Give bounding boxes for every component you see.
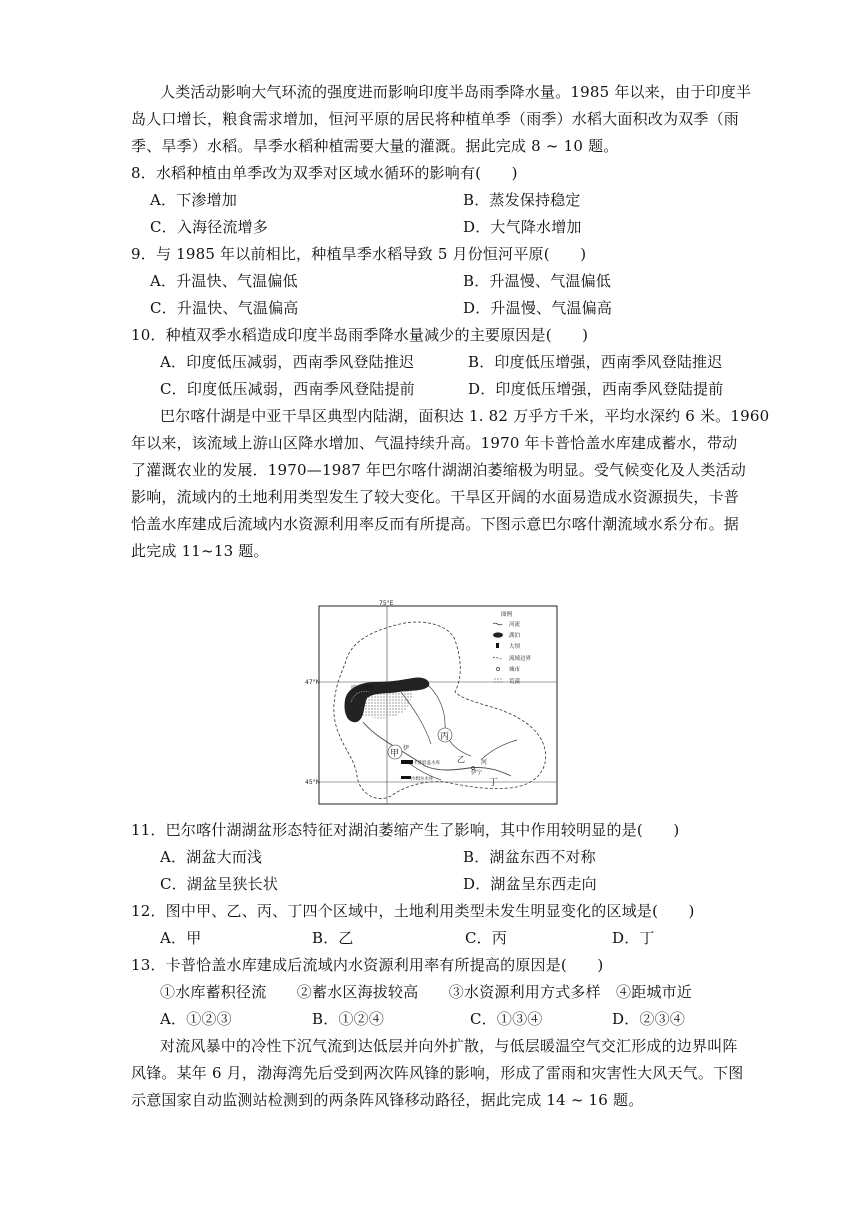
- q11-option-d[interactable]: D．湖盆呈东西走向: [463, 875, 597, 893]
- q12-option-c[interactable]: C．丙: [465, 929, 508, 947]
- q11-option-c[interactable]: C．湖盆呈狭长状: [160, 875, 279, 893]
- region-yi: 乙: [457, 755, 465, 764]
- legend-desert-icon: [493, 677, 503, 683]
- legend-item-city: 城市: [509, 667, 521, 673]
- q13-items: ①水库蓄积径流 ②蓄水区海拔较高 ③水资源利用方式多样 ④距城市近: [160, 983, 693, 1001]
- lat-bottom-label: 45°N: [305, 779, 321, 786]
- q13-stem: 13．卡普恰盖水库建成后流域内水资源利用率有所提高的原因是( ): [131, 956, 604, 974]
- intro2-line-2: 年以来，该流域上游山区降水增加、气温持续升高。1970 年卡普恰盖水库建成蓄水，带动: [131, 434, 738, 452]
- q11-option-a[interactable]: A．湖盆大而浅: [160, 848, 263, 866]
- q9-option-b[interactable]: B．升温慢、气温偏低: [463, 272, 612, 290]
- q9-option-c[interactable]: C．升温快、气温偏高: [150, 299, 299, 317]
- legend-dam-icon: [496, 643, 499, 648]
- q13-option-c[interactable]: C．①③④: [470, 1010, 543, 1028]
- q12-option-b[interactable]: B．乙: [312, 929, 354, 947]
- lake-label: 巴尔喀什: [351, 685, 376, 692]
- q10-option-b[interactable]: B．印度低压增强，西南季风登陆推迟: [468, 353, 723, 371]
- intro1-line-1: 人类活动影响大气环流的强度进而影响印度半岛雨季降水量。1985 年以来，由于印度半: [160, 83, 752, 101]
- q9-option-a[interactable]: A．升温快、气温偏低: [150, 272, 298, 290]
- intro1-line-2: 岛人口增长，粮食需求增加，恒河平原的居民将种植单季（雨季）水稻大面积改为双季（雨: [131, 110, 740, 128]
- q8-option-c[interactable]: C．入海径流增多: [150, 218, 269, 236]
- legend-lake-icon: [493, 632, 503, 637]
- reservoir-label: 卡普恰盖水库: [413, 761, 440, 766]
- balkhash-basin-map: [305, 600, 563, 810]
- lon-label: 75°E: [379, 600, 394, 607]
- river-yi-label: 伊: [403, 745, 410, 752]
- region-ding: 丁: [489, 778, 499, 788]
- q12-option-a[interactable]: A．甲: [160, 929, 202, 947]
- region-bing: 丙: [440, 732, 450, 742]
- q9-stem: 9．与 1985 年以前相比，种植旱季水稻导致 5 月份恒河平原( ): [131, 245, 587, 263]
- q11-stem: 11．巴尔喀什湖湖盆形态特征对湖泊萎缩产生了影响，其中作用较明显的是( ): [131, 821, 680, 839]
- q11-option-b[interactable]: B．湖盆东西不对称: [463, 848, 596, 866]
- legend-item-boundary: 流域边界: [509, 656, 532, 662]
- q12-option-d[interactable]: D．丁: [612, 929, 655, 947]
- dam-icon-2: [401, 776, 411, 779]
- q13-option-a[interactable]: A．①②③: [160, 1010, 232, 1028]
- dam-icon: [401, 760, 413, 764]
- legend-title: 图例: [501, 612, 513, 618]
- legend-item-dam: 大坝: [509, 644, 521, 650]
- region-jia: 甲: [390, 749, 400, 759]
- q8-option-b[interactable]: B．蒸发保持稳定: [463, 191, 581, 209]
- city-label: 伊宁: [471, 770, 483, 776]
- intro2-line-3: 了灌溉农业的发展．1970—1987 年巴尔喀什湖湖泊萎缩极为明显。受气候变化及人类活动: [131, 461, 746, 479]
- q8-stem: 8．水稻种植由单季改为双季对区域水循环的影响有( ): [131, 164, 518, 182]
- dam-label: 沙姆尔水库: [411, 777, 434, 782]
- intro2-line-6: 此完成 11~13 题。: [131, 542, 269, 560]
- q12-stem: 12．图中甲、乙、丙、丁四个区域中，土地利用类型未发生明显变化的区域是( ): [131, 902, 695, 920]
- legend-item-lake: 湖泊: [509, 633, 521, 639]
- intro2-line-1: 巴尔喀什湖是中亚干旱区典型内陆湖，面积达 1. 82 万乎方千米，平均水深约 6 米。1960: [160, 407, 770, 425]
- q10-stem: 10．种植双季水稻造成印度半岛雨季降水量减少的主要原因是( ): [131, 326, 589, 344]
- legend-item-river: 河流: [509, 622, 521, 628]
- intro2-line-5: 恰盖水库建成后流域内水资源利用率反而有所提高。下图示意巴尔喀什潮流域水系分布。据: [131, 515, 740, 533]
- intro3-line-3: 示意国家自动监测站检测到的两条阵风锋移动路径，据此完成 14 ~ 16 题。: [131, 1091, 644, 1109]
- q10-option-a[interactable]: A．印度低压减弱，西南季风登陆推迟: [160, 353, 415, 371]
- q8-option-d[interactable]: D．大气降水增加: [463, 218, 582, 236]
- river-he-label: 河: [481, 759, 488, 766]
- intro2-line-4: 影响，流域内的土地利用类型发生了较大变化。干旱区开阔的水面易造成水资源损失，卡普: [131, 488, 740, 506]
- q10-option-c[interactable]: C．印度低压减弱，西南季风登陆提前: [160, 380, 415, 398]
- intro3-line-2: 风锋。某年 6 月，渤海湾先后受到两次阵风锋的影响，形成了雷雨和灾害性大风天气。下图: [131, 1064, 744, 1082]
- legend-item-desert: 荒漠: [509, 679, 521, 685]
- lat-top-label: 47°N: [305, 679, 321, 686]
- q13-option-b[interactable]: B．①②④: [312, 1010, 385, 1028]
- q10-option-d[interactable]: D．印度低压增强，西南季风登陆提前: [468, 380, 724, 398]
- intro3-line-1: 对流风暴中的冷性下沉气流到达低层并向外扩散，与低层暖温空气交汇形成的边界叫阵: [160, 1037, 738, 1055]
- q8-option-a[interactable]: A．下渗增加: [150, 191, 238, 209]
- q9-option-d[interactable]: D．升温慢、气温偏高: [463, 299, 613, 317]
- intro1-line-3: 季、旱季）水稻。旱季水稻种植需要大量的灌溉。据此完成 8 ~ 10 题。: [131, 137, 619, 155]
- q13-option-d[interactable]: D．②③④: [612, 1010, 686, 1028]
- map-svg: [305, 600, 563, 810]
